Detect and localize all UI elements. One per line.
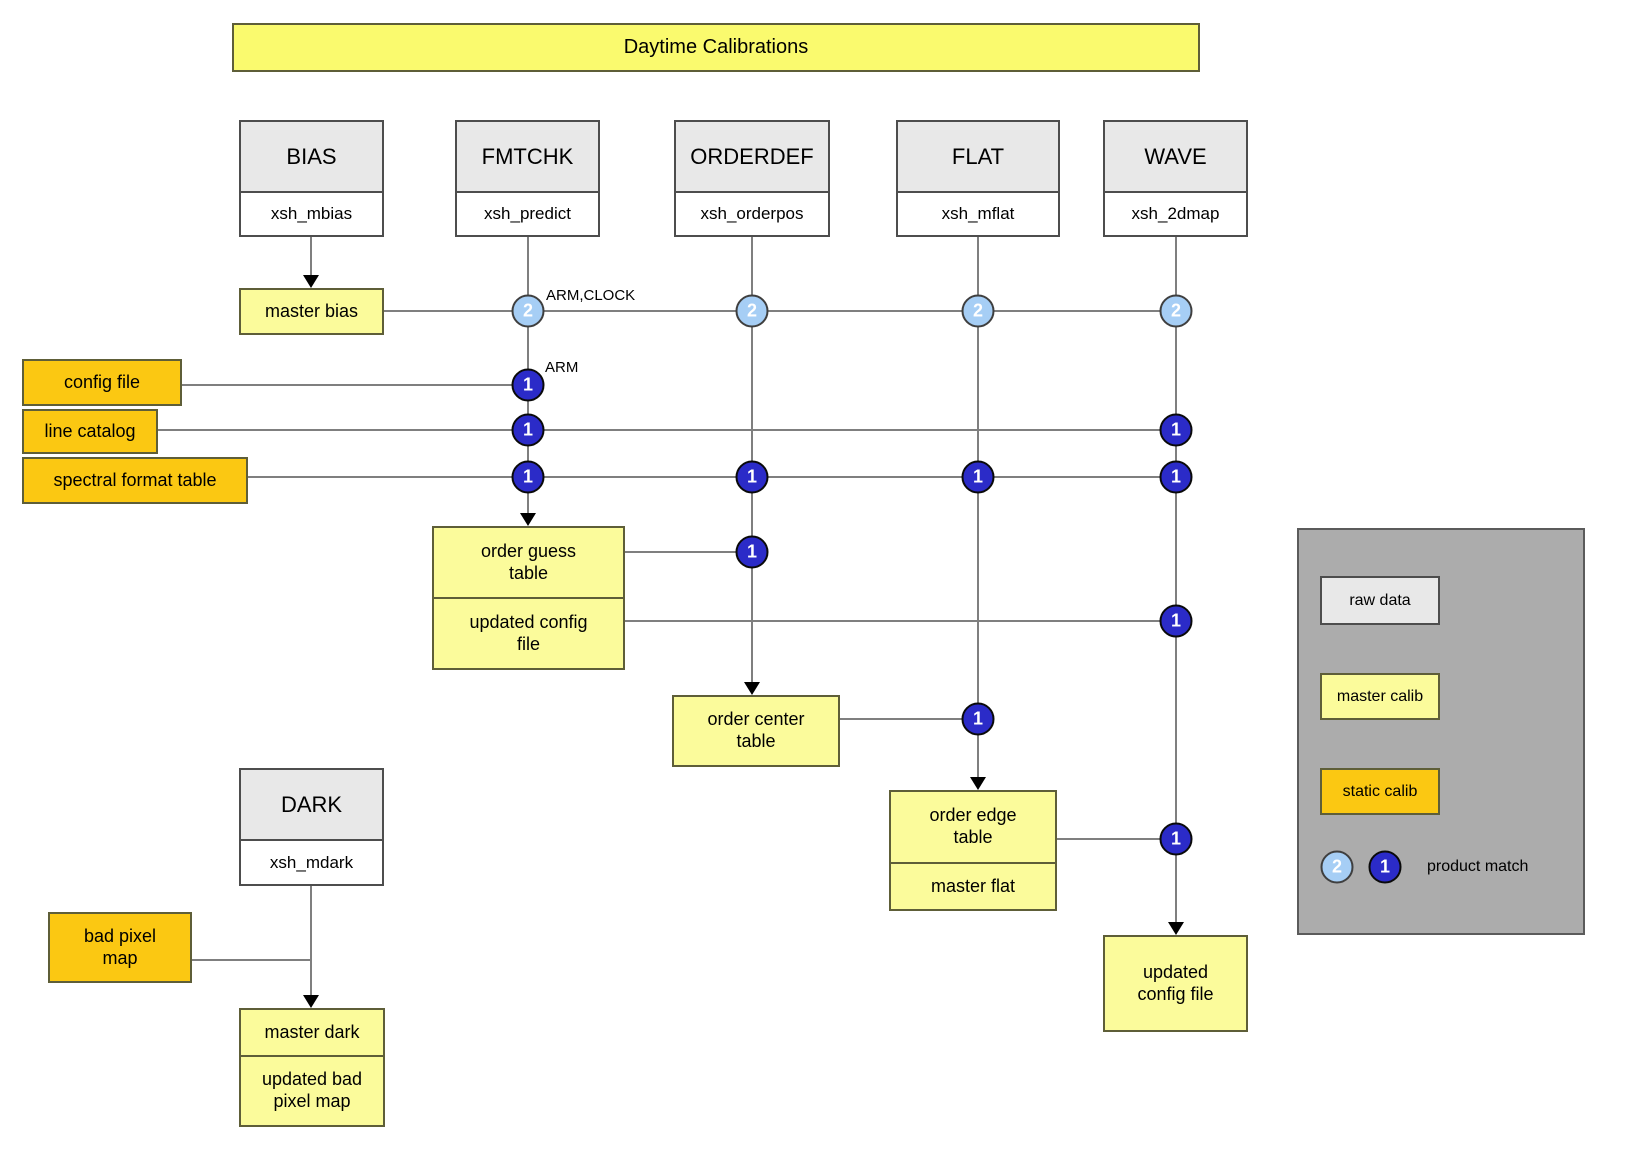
recipe-function: xsh_predict — [484, 204, 571, 223]
static-calib-box-config-file — [22, 359, 182, 406]
product-label: master dark — [264, 1021, 360, 1042]
product-match-node-1: 1 — [962, 461, 995, 494]
legend-master-calib-label: master calib — [1336, 687, 1424, 705]
product-match-node-2: 2 — [736, 295, 769, 328]
edge-line-badpixel-row — [192, 959, 312, 961]
recipe-box-bias — [239, 120, 384, 237]
legend-static-calib-label: static calib — [1342, 782, 1418, 800]
product-cell-updated-bad-pixel-map — [241, 1055, 383, 1125]
product-cell-updated-config-file — [434, 597, 623, 668]
edge-line-masterbias-row — [384, 310, 1176, 312]
recipe-function: xsh_orderpos — [700, 204, 804, 223]
recipe-box-fmtchk — [455, 120, 600, 237]
product-match-node-2: 2 — [1160, 295, 1193, 328]
static-calib-label: bad pixel map — [83, 925, 157, 968]
product-box-flat-outputs — [889, 790, 1057, 911]
arrowhead-icon — [303, 995, 319, 1008]
legend-product-match-node-1: 1 — [1369, 851, 1402, 884]
product-box-master-bias — [239, 288, 384, 335]
product-label: updated config file — [1137, 961, 1214, 1004]
recipe-name: ORDERDEF — [676, 122, 828, 193]
product-label: master flat — [930, 875, 1016, 896]
diagram-title: Daytime Calibrations — [623, 36, 809, 59]
product-cell-order-guess-table — [434, 528, 623, 597]
product-box-order-center-table — [672, 695, 840, 767]
legend-master-calib-swatch — [1320, 673, 1440, 720]
recipe-name: WAVE — [1105, 122, 1246, 193]
recipe-name: DARK — [241, 770, 382, 841]
static-calib-label: config file — [63, 371, 141, 392]
recipe-name: BIAS — [241, 122, 382, 193]
edge-line-orderguess-row — [625, 551, 752, 553]
recipe-box-flat — [896, 120, 1060, 237]
static-calib-label: spectral format table — [53, 469, 217, 490]
recipe-name: FMTCHK — [457, 122, 598, 193]
product-match-node-1: 1 — [512, 369, 545, 402]
product-label: order edge table — [929, 805, 1017, 847]
product-box-fmtchk-outputs — [432, 526, 625, 670]
edge-line-updatedconfig-row — [625, 620, 1176, 622]
legend-raw-data-swatch — [1320, 576, 1440, 625]
product-match-node-1: 1 — [736, 461, 769, 494]
product-label: master bias — [264, 300, 359, 321]
product-box-dark-outputs — [239, 1008, 385, 1127]
recipe-name: FLAT — [898, 122, 1058, 193]
product-label: updated bad pixel map — [261, 1069, 363, 1111]
edge-line-linecatalog-row — [158, 429, 1176, 431]
edge-line-spectralformat-row — [248, 476, 1176, 478]
arrowhead-icon — [520, 513, 536, 526]
product-cell-master-dark — [241, 1010, 383, 1055]
edge-label-arm-clock: ARM,CLOCK — [546, 287, 636, 304]
diagram-title-banner — [232, 23, 1200, 72]
legend-raw-data-label: raw data — [1349, 591, 1411, 609]
recipe-function: xsh_mbias — [270, 204, 353, 223]
recipe-function: xsh_mdark — [269, 852, 354, 872]
edge-line-configfile-row — [182, 384, 528, 386]
edge-line-wave-column — [1175, 237, 1177, 924]
arrowhead-icon — [303, 275, 319, 288]
product-cell-master-flat — [891, 862, 1055, 909]
recipe-function: xsh_2dmap — [1131, 204, 1220, 223]
legend-product-match-node-2: 2 — [1321, 851, 1354, 884]
recipe-box-orderdef — [674, 120, 830, 237]
product-label: updated config file — [469, 611, 588, 654]
product-box-updated-config-file-wave — [1103, 935, 1248, 1032]
arrowhead-icon — [970, 777, 986, 790]
recipe-function: xsh_mflat — [941, 204, 1015, 223]
product-cell-order-edge-table — [891, 792, 1055, 862]
edge-label-arm: ARM — [545, 359, 579, 376]
product-match-node-2: 2 — [962, 295, 995, 328]
product-label: order guess table — [480, 540, 577, 583]
static-calib-box-line-catalog — [22, 409, 158, 454]
legend-static-calib-swatch — [1320, 768, 1440, 815]
arrowhead-icon — [1168, 922, 1184, 935]
legend-product-match-label: product match — [1427, 858, 1529, 875]
arrowhead-icon — [744, 682, 760, 695]
static-calib-label: line catalog — [44, 420, 136, 441]
product-match-node-1: 1 — [1160, 823, 1193, 856]
recipe-box-dark — [239, 768, 384, 886]
product-match-node-1: 1 — [512, 461, 545, 494]
static-calib-box-spectral-format-table — [22, 457, 248, 504]
product-match-node-1: 1 — [736, 536, 769, 569]
recipe-box-wave — [1103, 120, 1248, 237]
product-match-node-1: 1 — [1160, 461, 1193, 494]
product-match-node-2: 2 — [512, 295, 545, 328]
edge-line-dark-masterdark — [310, 886, 312, 997]
edge-line-orderedge-row — [1057, 838, 1176, 840]
static-calib-box-bad-pixel-map — [48, 912, 192, 983]
product-match-node-1: 1 — [512, 414, 545, 447]
edge-line-ordercenter-row — [840, 718, 978, 720]
product-match-node-1: 1 — [1160, 605, 1193, 638]
product-match-node-1: 1 — [962, 703, 995, 736]
edge-line-bias-masterbias — [310, 237, 312, 278]
product-label: order center table — [707, 709, 805, 751]
product-match-node-1: 1 — [1160, 414, 1193, 447]
